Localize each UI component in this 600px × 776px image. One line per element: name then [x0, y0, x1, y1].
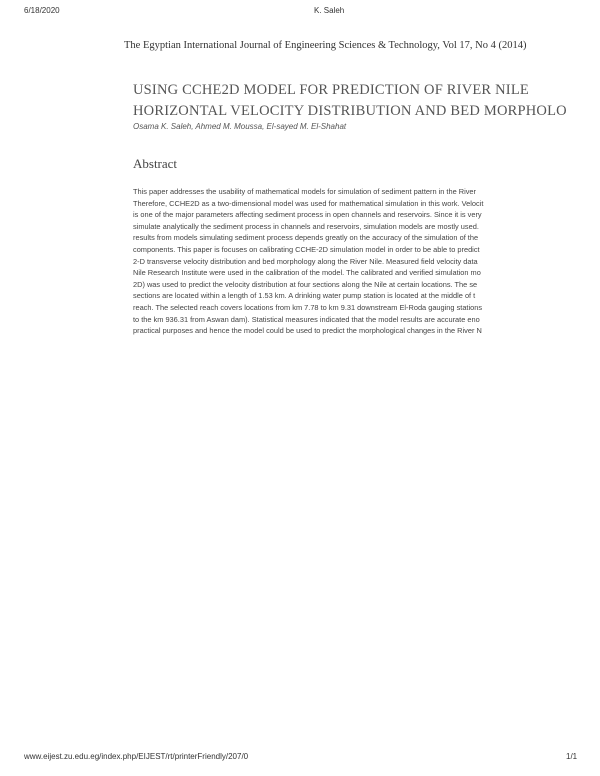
article-authors: Osama K. Saleh, Ahmed M. Moussa, El-sayed M. El-Shahat	[133, 122, 347, 131]
abstract-body	[133, 186, 583, 337]
abstract-line: Nile Research Institute were used in the calibration of the model. The calibrated and verified simulation mo	[133, 268, 481, 278]
abstract-line: to the km 936.31 from Aswan dam). Statistical measures indicated that the model results are accurate eno	[133, 314, 480, 324]
print-date: 6/18/2020	[24, 6, 60, 15]
abstract-line: practical purposes and hence the model could be used to predict the morphological changes in the River N	[133, 326, 482, 336]
print-title: K. Saleh	[314, 6, 345, 15]
abstract-line: components. This paper is focuses on calibrating CCHE-2D simulation model in order to be able to predict	[133, 244, 480, 254]
article-title	[133, 80, 600, 122]
print-header	[24, 6, 600, 20]
abstract-line: simulate analytically the sediment process in channels and reservoirs, simulation models are mostly used.	[133, 221, 479, 231]
print-page-number: 1/1	[566, 752, 578, 761]
abstract-line: This paper addresses the usability of mathematical models for simulation of sediment pattern in the River	[133, 187, 477, 196]
print-footer	[24, 752, 600, 766]
print-url: www.eijest.zu.edu.eg/index.php/EIJEST/rt/printerFriendly/207/0	[24, 752, 249, 761]
abstract-line: Therefore, CCHE2D as a two-dimensional model was used for mathematical simulation in this work. Velocit	[133, 198, 484, 208]
abstract-line: sections are located within a length of 1.53 km. A drinking water pump station is located at the middle of t	[133, 291, 476, 301]
abstract-line: reach. The selected reach covers locations from km 7.78 to km 9.31 downstream El-Roda gauging stations	[133, 302, 483, 312]
article-title-line-2: HORIZONTAL VELOCITY DISTRIBUTION AND BED MORPHOLO	[133, 103, 567, 119]
abstract-heading: Abstract	[133, 156, 178, 171]
article-title-line-1: USING CCHE2D MODEL FOR PREDICTION OF RIVER NILE	[133, 82, 529, 98]
abstract-line: is one of the major parameters affecting sediment process in open channels and reservoirs. Since it is very	[133, 210, 482, 220]
abstract-line: 2-D transverse velocity distribution and bed morphology along the River Nile. Measured field velocity data	[133, 256, 478, 266]
journal-citation: The Egyptian International Journal of Engineering Sciences & Technology, Vol 17, No 4 (2014)	[124, 40, 527, 51]
abstract-line: 2D) was used to predict the velocity distribution at four sections along the Nile at certain locations. The se	[133, 279, 478, 289]
abstract-line: results from models simulating sediment process depends greatly on the accuracy of the simulation of the	[133, 233, 479, 243]
